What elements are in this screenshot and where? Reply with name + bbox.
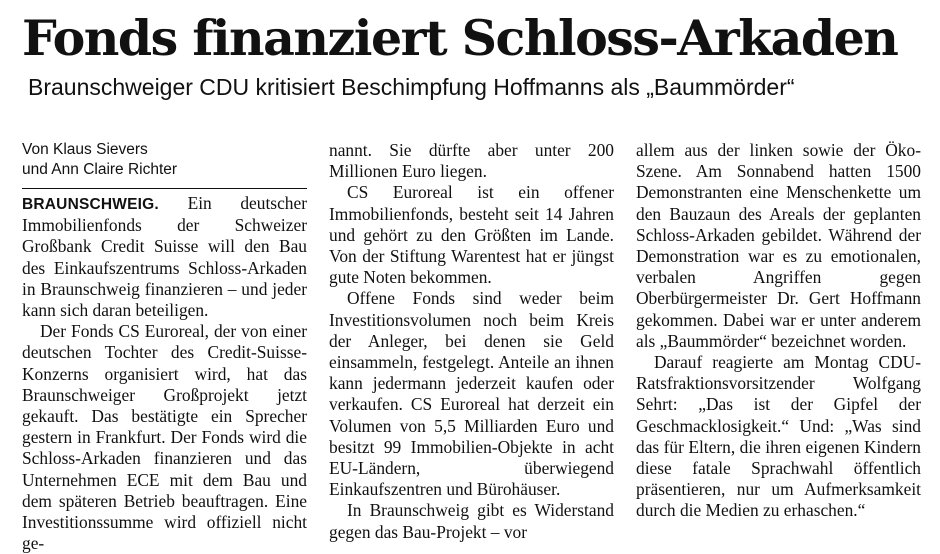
column-1	[22, 140, 307, 554]
byline-line-2: und Ann Claire Richter	[22, 161, 178, 178]
paragraph: Der Fonds CS Euroreal, der von einer deutschen Tochter des Credit-Suisse-Konzerns organisiert wird, hat das Braunschweiger Großprojekt jetzt gekauft. Das bestätigte ein Sprecher gestern in Frankfurt. Der Fonds wird die Schloss-Arkaden finanzieren und das Unternehmen ECE mit dem Bau und dem späteren Betrieb beauftragen. Eine Investitionssumme wird offiziell nicht ge-	[22, 321, 307, 554]
newspaper-article	[0, 9, 940, 554]
column-2	[329, 140, 614, 554]
subheadline: Braunschweiger CDU kritisiert Beschimpfung Hoffmanns als „Baummörder“	[28, 74, 795, 100]
paragraph: Darauf reagierte am Montag CDU-Ratsfraktionsvorsitzender Wolfgang Sehrt: „Das ist der Gipfel der Geschmacklosigkeit.“ Und: „Was sind das für Eltern, die ihren eigenen Kindern diese fatale Sprachwahl öffentlich präsentieren, nur um Aufmerksamkeit durch die Medien zu erhaschen.“	[636, 352, 921, 521]
dateline: BRAUNSCHWEIG.	[22, 196, 159, 213]
paragraph: CS Euroreal ist ein offener Immobilienfonds, besteht seit 14 Jahren und gehört zu den Größten im Lande. Von der Stiftung Warentest hat er jüngst gute Noten bekommen.	[329, 182, 614, 288]
byline-line-1: Von Klaus Sievers	[22, 141, 148, 158]
byline-divider	[22, 188, 307, 189]
paragraph: nannt. Sie dürfte aber unter 200 Millionen Euro liegen.	[329, 140, 614, 182]
paragraph: Offene Fonds sind weder beim Investitionsvolumen noch beim Kreis der Anleger, bei denen sie Geld einsammeln, festgelegt. Anteile an ihnen kann jedermann jederzeit kaufen oder verkaufen. CS Euroreal hat derzeit ein Volumen von 5,5 Milliarden Euro und besitzt 99 Immobilien-Objekte in acht EU-Ländern, überwiegend Einkaufszentren und Bürohäuser.	[329, 288, 614, 500]
column-3	[636, 140, 921, 554]
paragraph: In Braunschweig gibt es Widerstand gegen das Bau-Projekt – vor	[329, 500, 614, 542]
headline: Fonds finanziert Schloss-Arkaden	[22, 9, 898, 67]
lead-paragraph	[22, 193, 307, 321]
lead-text: Ein deutscher Immobilienfonds der Schweizer Großbank Credit Suisse will den Bau des Einkaufszentrums Schloss-Arkaden in Braunschweig finanzieren – und jeder kann sich daran beteiligen.	[22, 193, 307, 321]
article-columns	[22, 140, 922, 554]
paragraph: allem aus der linken sowie der Öko-Szene. Am Sonnabend hatten 1500 Demonstranten eine Menschenkette um den Bauzaun des Areals der geplanten Schloss-Arkaden gebildet. Während der Demonstration war es zu emotionalen, verbalen Angriffen gegen Oberbürgermeister Dr. Gert Hoffmann gekommen. Dabei war er unter anderem als „Baummörder“ bezeichnet worden.	[636, 140, 921, 351]
